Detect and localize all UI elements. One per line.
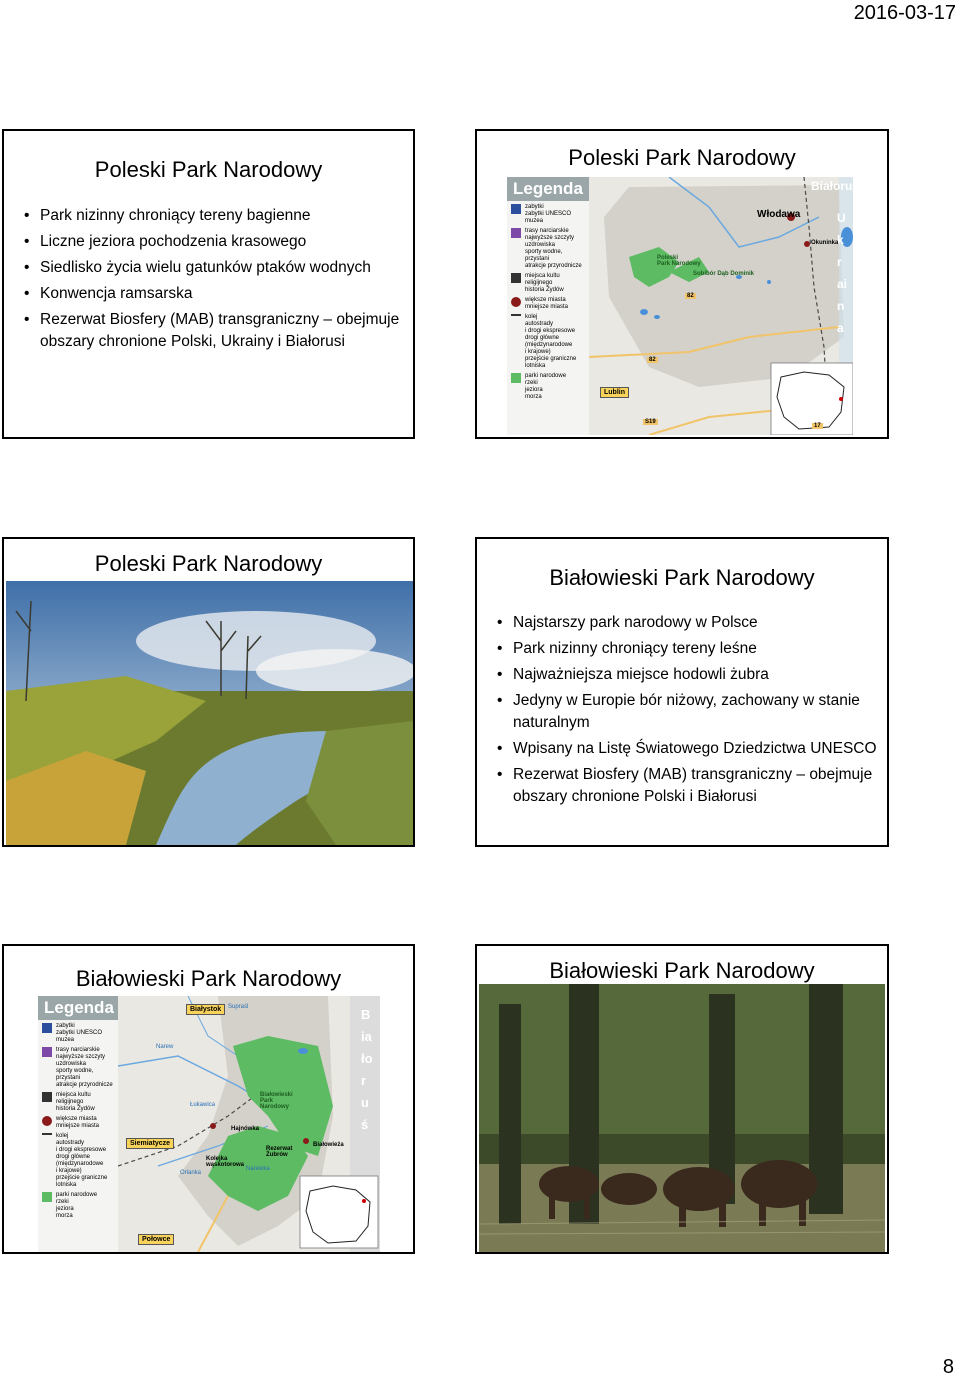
city-label: Połowce	[138, 1234, 174, 1245]
bullet-item: • Rezerwat Biosfery (MAB) transgraniczny – obejmuje obszary chronione Polski, Ukrainy i Białorusi	[22, 309, 402, 353]
river-label: Orlanka	[180, 1170, 202, 1176]
church-icon	[42, 1092, 52, 1102]
legend-row: zabytki zabytki UNESCO muzea	[42, 1023, 114, 1044]
legend-row: miejsca kultu religijnego historia Żydów	[511, 273, 585, 294]
bullet-item: • Rezerwat Biosfery (MAB) transgraniczny – obejmuje obszary chronione Polski i Białorusi	[495, 764, 887, 808]
bullet-item: • Najstarszy park narodowy w Polsce	[495, 612, 887, 634]
city-label: Lublin	[600, 387, 629, 398]
wetland-photo	[6, 581, 413, 845]
poi-label: Kolejka wąskotorowa	[206, 1156, 245, 1168]
country-label: Białoruś	[811, 179, 860, 193]
city-label: Hajnówka	[231, 1126, 260, 1132]
city-label: Okuninka	[811, 240, 839, 246]
city-label: Białowieża	[313, 1142, 344, 1148]
slide-title: Białowieski Park Narodowy	[75, 966, 342, 991]
park-label: Poleski Park Narodowy	[657, 255, 701, 267]
legend-row: parki narodowe rzeki jeziora morza	[511, 373, 585, 401]
slide-2	[475, 129, 889, 439]
legend-row: większe miasta mniejsze miasta	[42, 1116, 114, 1130]
bison-forest-photo	[479, 984, 885, 1252]
page-number: 8	[942, 1356, 954, 1378]
legend-title: Legenda	[38, 996, 118, 1020]
river-label: Narewka	[246, 1166, 270, 1172]
rail-icon	[511, 314, 521, 322]
park-label: Białowieski Park Narodowy	[260, 1092, 293, 1110]
city-label: Włodawa	[757, 209, 801, 220]
slide-5	[2, 944, 415, 1254]
monument-icon	[511, 204, 521, 214]
road-label: 17	[814, 423, 821, 429]
legend-row: trasy narciarskie najwyższe szczyty uzdrowiska sporty wodne, przystani atrakcje przyrodnicze	[511, 228, 585, 270]
legend-row: miejsca kultu religijnego historia Żydów	[42, 1092, 114, 1113]
legend-row: trasy narciarskie najwyższe szczyty uzdrowiska sporty wodne, przystani atrakcje przyrodnicze	[42, 1047, 114, 1089]
legend-row: kolej autostrady i drogi ekspresowe drogi główne (międzynarodowe i krajowe) przejście graniczne lotniska	[42, 1133, 114, 1189]
legend-row: kolej autostrady i drogi ekspresowe drogi główne (międzynarodowe i krajowe) przejście graniczne lotniska	[511, 314, 585, 370]
slide-1	[2, 129, 415, 439]
bullet-list	[495, 612, 887, 808]
rail-icon	[42, 1133, 52, 1141]
bullet-item: • Jedyny w Europie bór niżowy, zachowany w stanie naturalnym	[495, 690, 887, 734]
city-icon	[511, 297, 521, 307]
map-bialowieski	[38, 996, 380, 1252]
country-label: Ukraina	[837, 211, 848, 335]
country-label: Białoruś	[361, 1007, 373, 1132]
slide-3	[2, 537, 415, 847]
legend-row: parki narodowe rzeki jeziora morza	[42, 1192, 114, 1220]
page-date: 2016-03-17	[853, 2, 956, 24]
city-label: Siemiatycze	[126, 1138, 174, 1149]
slide-title: Poleski Park Narodowy	[94, 551, 323, 576]
park-icon	[42, 1192, 52, 1202]
map-graphic	[118, 996, 380, 1252]
poi-label: Rezerwat Żubrów	[266, 1146, 293, 1158]
bullet-item: • Wpisany na Listę Światowego Dziedzictwa UNESCO	[495, 738, 887, 760]
river-label: Łukawica	[190, 1102, 216, 1108]
bullet-item: • Park nizinny chroniący tereny leśne	[495, 638, 887, 660]
legend-row: zabytki zabytki UNESCO muzea	[511, 204, 585, 225]
river-label: Narew	[156, 1044, 174, 1050]
map-poleski	[507, 177, 860, 435]
road-label: 82	[649, 357, 656, 363]
map-legend	[507, 177, 589, 435]
ski-icon	[511, 228, 521, 238]
bullet-item: • Najważniejsza miejsce hodowli żubra	[495, 664, 887, 686]
slide-title: Poleski Park Narodowy	[568, 145, 796, 170]
road-label: S19	[645, 419, 656, 425]
slide-4	[475, 537, 889, 847]
legend-row: większe miasta mniejsze miasta	[511, 297, 585, 311]
river-label: Supraśl	[228, 1004, 249, 1010]
city-icon	[42, 1116, 52, 1126]
legend-title: Legenda	[507, 177, 589, 201]
slide-title: Poleski Park Narodowy	[94, 157, 323, 182]
slide-title: Białowieski Park Narodowy	[549, 565, 815, 590]
slide-6	[475, 944, 889, 1254]
road-label: 82	[687, 293, 694, 299]
slide-title: Białowieski Park Narodowy	[549, 958, 815, 983]
map-legend	[38, 996, 118, 1252]
monument-icon	[42, 1023, 52, 1033]
bullet-list	[22, 205, 402, 353]
ski-icon	[42, 1047, 52, 1057]
bullet-item: • Siedlisko życia wielu gatunków ptaków wodnych	[22, 257, 402, 279]
church-icon	[511, 273, 521, 283]
bullet-item: • Liczne jeziora pochodzenia krasowego	[22, 231, 402, 253]
city-label: Białystok	[186, 1004, 225, 1015]
park-icon	[511, 373, 521, 383]
poi-label: Sobibór Dąb Dominik	[693, 271, 755, 277]
bullet-item: • Park nizinny chroniący tereny bagienne	[22, 205, 402, 227]
bullet-item: • Konwencja ramsarska	[22, 283, 402, 305]
